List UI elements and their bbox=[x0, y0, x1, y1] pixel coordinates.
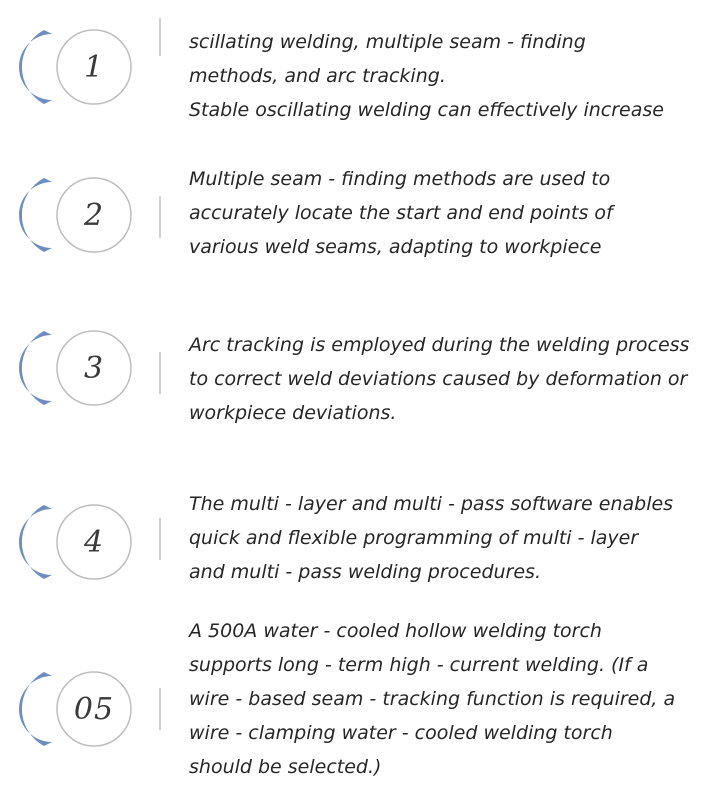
number-badge bbox=[26, 664, 136, 754]
item-description: The multi - layer and multi - pass software enables quick and flexible programming of multi - layer and multi - pass welding procedures. bbox=[189, 493, 674, 583]
item-description: Multiple seam - finding methods are used to accurately locate the start and end points of various weld seams, adapting to workpiece bbox=[189, 168, 613, 258]
item-description: A 500A water - cooled hollow welding torch supports long - term high - current welding. (If a wire - based seam - tracking function is required, a wire - clamping water - cooled welding torch should be selected.) bbox=[189, 620, 676, 778]
number-badge bbox=[26, 497, 136, 587]
divider bbox=[159, 518, 161, 560]
item-number: 05 bbox=[73, 691, 115, 727]
divider bbox=[159, 18, 161, 56]
number-badge bbox=[26, 22, 136, 112]
item-number: 1 bbox=[83, 49, 105, 85]
item-number: 4 bbox=[83, 524, 105, 560]
divider bbox=[159, 352, 161, 394]
item-number: 2 bbox=[83, 197, 105, 233]
divider bbox=[159, 196, 161, 238]
number-badge bbox=[26, 170, 136, 260]
divider bbox=[159, 688, 161, 730]
number-badge bbox=[26, 323, 136, 413]
item-description: Arc tracking is employed during the welding process to correct weld deviations caused by deformation or workpiece deviations. bbox=[189, 334, 690, 424]
item-number: 3 bbox=[83, 350, 105, 386]
item-description: scillating welding, multiple seam - finding methods, and arc tracking. Stable oscillating welding can effectively increase bbox=[189, 31, 664, 121]
